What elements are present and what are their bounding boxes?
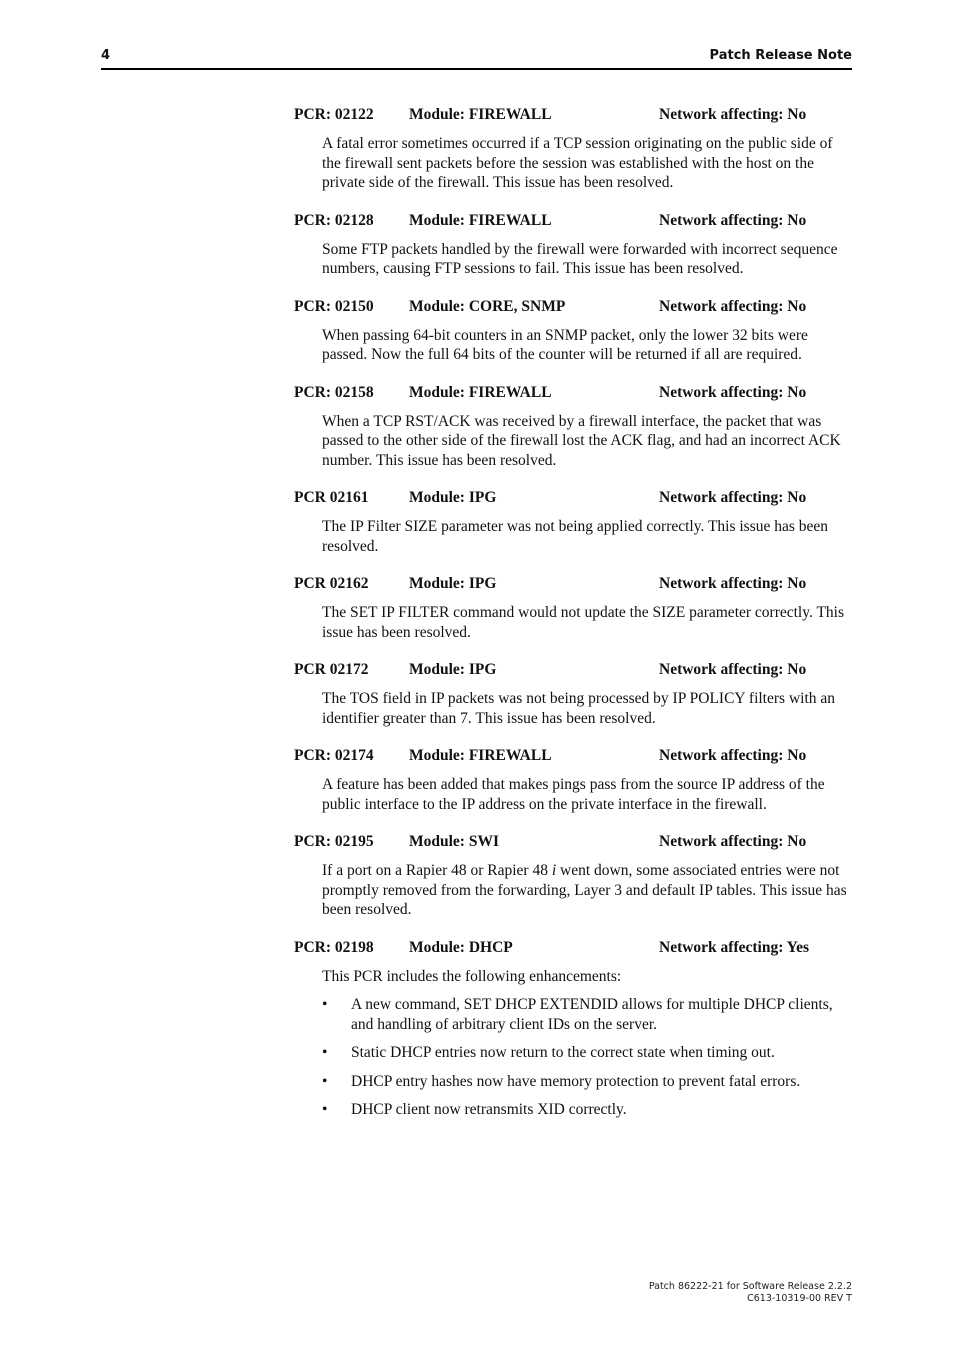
pcr-network-affecting: Network affecting: No xyxy=(659,747,807,764)
list-item-text: DHCP client now retransmits XID correctly. xyxy=(351,1101,627,1118)
pcr-description-text: went down, some associated entries were not promptly removed from the forwarding, Layer 3 and default IP tables. This issue has been resolved. xyxy=(322,862,847,918)
pcr-heading xyxy=(294,488,854,508)
pcr-heading xyxy=(294,574,854,594)
pcr-description: The TOS field in IP packets was not being processed by IP POLICY filters with an identifier greater than 7. This issue has been resolved. xyxy=(322,690,835,727)
footer-patch-line: Patch 86222-21 for Software Release 2.2.2 xyxy=(648,1281,852,1292)
list-item xyxy=(322,995,854,1034)
pcr-entry xyxy=(294,297,854,365)
bullet-icon: • xyxy=(322,1101,328,1118)
pcr-module: Module: SWI xyxy=(409,833,499,850)
pcr-network-affecting: Network affecting: No xyxy=(659,211,807,229)
pcr-number: PCR: 02122 xyxy=(294,106,374,123)
list-item-text: Static DHCP entries now return to the correct state when timing out. xyxy=(351,1044,775,1061)
pcr-heading xyxy=(294,832,854,852)
pcr-network-affecting: Network affecting: No xyxy=(659,833,807,850)
pcr-entry xyxy=(294,383,854,471)
footer-doc-id: C613-10319-00 REV T xyxy=(747,1293,852,1304)
pcr-entry xyxy=(294,832,854,920)
pcr-entry xyxy=(294,938,854,1120)
pcr-number: PCR 02161 xyxy=(294,489,369,506)
pcr-module: Module: FIREWALL xyxy=(409,211,552,229)
pcr-number: PCR: 02198 xyxy=(294,938,374,956)
pcr-module: Module: IPG xyxy=(409,489,497,506)
pcr-module: Module: FIREWALL xyxy=(409,106,552,123)
pcr-heading xyxy=(294,938,854,958)
pcr-number: PCR: 02195 xyxy=(294,833,374,850)
pcr-module: Module: FIREWALL xyxy=(409,747,552,764)
pcr-description-text: If a port on a Rapier 48 or Rapier 48 xyxy=(322,862,552,879)
pcr-entry xyxy=(294,211,854,279)
pcr-network-affecting: Network affecting: No xyxy=(659,297,807,315)
list-item xyxy=(322,1043,854,1063)
pcr-description: The SET IP FILTER command would not update the SIZE parameter correctly. This issue has been resolved. xyxy=(322,604,845,641)
pcr-network-affecting: Network affecting: Yes xyxy=(659,938,810,956)
pcr-network-affecting: Network affecting: No xyxy=(659,106,807,123)
pcr-description: This PCR includes the following enhancements: xyxy=(322,967,622,985)
pcr-description: The IP Filter SIZE parameter was not being applied correctly. This issue has been resolved. xyxy=(322,518,829,555)
pcr-heading xyxy=(294,211,854,231)
list-item xyxy=(322,1100,854,1120)
pcr-description: When passing 64-bit counters in an SNMP packet, only the lower 32 bits were passed. Now the full 64 bits of the counter will be returned if all are required. xyxy=(322,326,808,363)
pcr-description: A feature has been added that makes pings pass from the source IP address of the public interface to the IP address on the private interface in the firewall. xyxy=(322,776,825,813)
pcr-description: When a TCP RST/ACK was received by a firewall interface, the packet that was passed to the other side of the firewall lost the ACK flag, and had an incorrect ACK number. This issue has been resolved. xyxy=(322,412,841,469)
pcr-network-affecting: Network affecting: No xyxy=(659,575,807,592)
list-item xyxy=(322,1072,854,1092)
enhancement-list xyxy=(322,995,854,1120)
pcr-number: PCR: 02128 xyxy=(294,211,374,229)
pcr-module: Module: DHCP xyxy=(409,938,513,956)
pcr-heading xyxy=(294,105,854,125)
pcr-heading xyxy=(294,383,854,403)
page-header xyxy=(101,46,852,70)
bullet-icon: • xyxy=(322,996,328,1013)
pcr-number: PCR: 02150 xyxy=(294,297,374,315)
pcr-network-affecting: Network affecting: No xyxy=(659,383,807,401)
pcr-network-affecting: Network affecting: No xyxy=(659,489,807,506)
pcr-entry xyxy=(294,105,854,193)
pcr-heading xyxy=(294,297,854,317)
pcr-description: Some FTP packets handled by the firewall were forwarded with incorrect sequence numbers, causing FTP sessions to fail. This issue has been resolved. xyxy=(322,240,838,277)
pcr-entry xyxy=(294,746,854,814)
pcr-number: PCR 02172 xyxy=(294,661,369,678)
pcr-module: Module: IPG xyxy=(409,575,497,592)
page-number: 4 xyxy=(101,48,111,63)
pcr-list xyxy=(294,105,854,1138)
pcr-network-affecting: Network affecting: No xyxy=(659,661,807,678)
pcr-module: Module: FIREWALL xyxy=(409,383,552,401)
page-footer xyxy=(649,1281,852,1305)
pcr-heading xyxy=(294,660,854,680)
pcr-entry xyxy=(294,660,854,728)
pcr-number: PCR: 02174 xyxy=(294,747,374,764)
pcr-entry xyxy=(294,574,854,642)
pcr-description xyxy=(322,861,854,920)
pcr-module: Module: CORE, SNMP xyxy=(409,297,566,315)
pcr-heading xyxy=(294,746,854,766)
bullet-icon: • xyxy=(322,1072,328,1090)
pcr-number: PCR 02162 xyxy=(294,575,369,592)
document-title: Patch Release Note xyxy=(709,48,852,63)
pcr-number: PCR: 02158 xyxy=(294,383,374,401)
pcr-entry xyxy=(294,488,854,556)
pcr-description-italic: i xyxy=(551,862,557,879)
pcr-description: A fatal error sometimes occurred if a TCP session originating on the public side of the firewall sent packets before the session was established with the host on the private side of the firewall. This issue has been resolved. xyxy=(322,135,833,191)
list-item-text: A new command, SET DHCP EXTENDID allows for multiple DHCP clients, and handling of arbitrary client IDs on the server. xyxy=(351,996,833,1033)
pcr-module: Module: IPG xyxy=(409,661,497,678)
list-item-text: DHCP entry hashes now have memory protection to prevent fatal errors. xyxy=(351,1072,801,1090)
bullet-icon: • xyxy=(322,1044,328,1061)
